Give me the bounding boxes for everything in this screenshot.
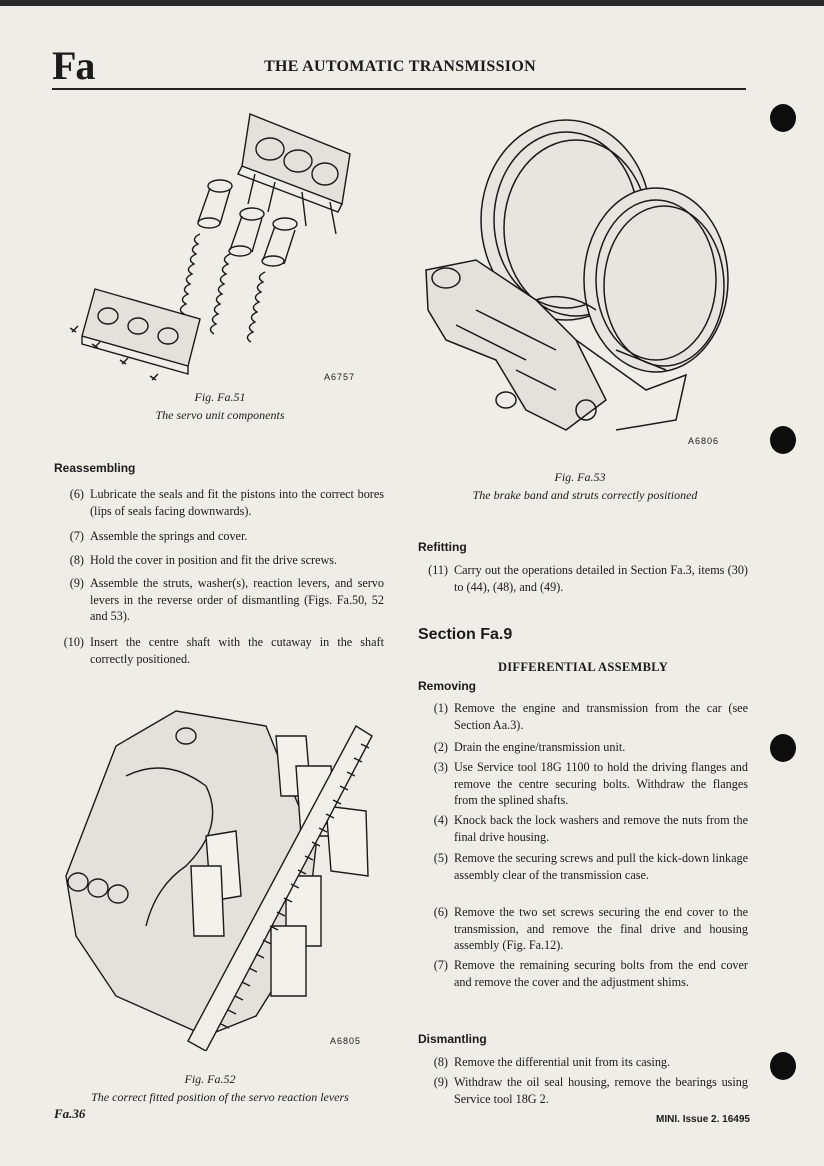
figure-caption: The correct fitted position of the servo reaction levers — [91, 1090, 349, 1104]
item-text: Remove the differential unit from its casing. — [454, 1055, 671, 1069]
edition-info: MINI. Issue 2. 16495 — [656, 1114, 750, 1125]
list-item — [418, 739, 748, 756]
item-number: (9) — [433, 1075, 448, 1089]
header-divider — [52, 88, 746, 90]
item-number: (7) — [69, 529, 84, 543]
subheading-dismantling: Dismantling — [418, 1032, 487, 1046]
item-number: (2) — [433, 740, 448, 754]
item-text: Use Service tool 18G 1100 to hold the driving flanges and remove the centre securing bolts. Withdraw the flanges from the splined shafts. — [454, 760, 748, 807]
item-number: (6) — [433, 905, 448, 919]
item-text: Lubricate the seals and fit the pistons into the correct bores (lips of seals facing downwards). — [90, 487, 384, 518]
punch-hole — [770, 426, 796, 454]
item-number: (11) — [428, 563, 448, 577]
figure-caption: The servo unit components — [155, 408, 285, 422]
reaction-levers-illustration — [56, 696, 386, 1051]
item-text: Carry out the operations detailed in Section Fa.3, items (30) to (44), (48), and (49). — [454, 563, 748, 594]
punch-hole — [770, 1052, 796, 1080]
item-text: Assemble the springs and cover. — [90, 529, 248, 543]
item-number: (8) — [69, 553, 84, 567]
list-item — [54, 486, 384, 519]
list-item — [54, 575, 384, 625]
list-item — [418, 904, 748, 954]
figure-label: Fig. Fa.51 — [194, 390, 246, 404]
manual-page — [0, 6, 824, 1166]
item-number: (7) — [433, 958, 448, 972]
item-number: (8) — [433, 1055, 448, 1069]
item-number: (6) — [69, 487, 84, 501]
punch-hole — [770, 734, 796, 762]
page-title: THE AUTOMATIC TRANSMISSION — [264, 58, 536, 75]
figure-id: A6757 — [324, 372, 356, 382]
list-item — [54, 634, 384, 667]
figure-caption: The brake band and struts correctly positioned — [472, 488, 698, 502]
figure-id: A6805 — [330, 1036, 362, 1046]
figure-label: Fig. Fa.53 — [554, 470, 606, 484]
item-number: (1) — [433, 701, 448, 715]
item-text: Drain the engine/transmission unit. — [454, 740, 626, 754]
page-number: Fa.36 — [54, 1106, 86, 1121]
list-item — [54, 528, 384, 545]
item-text: Withdraw the oil seal housing, remove the bearings using Service tool 18G 2. — [454, 1075, 748, 1106]
list-item — [418, 562, 748, 595]
item-number: (4) — [433, 813, 448, 827]
item-text: Hold the cover in position and fit the drive screws. — [90, 553, 338, 567]
item-text: Knock back the lock washers and remove the nuts from the final drive housing. — [454, 813, 748, 844]
list-item — [54, 552, 384, 569]
list-item — [418, 700, 748, 733]
list-item — [418, 1054, 748, 1071]
item-text: Remove the securing screws and pull the kick-down linkage assembly clear of the transmission case. — [454, 851, 748, 882]
punch-hole — [770, 104, 796, 132]
item-number: (5) — [433, 851, 448, 865]
list-item — [418, 1074, 748, 1107]
servo-components-illustration — [70, 104, 360, 394]
brake-band-illustration — [416, 110, 746, 450]
figure-label: Fig. Fa.52 — [184, 1072, 236, 1086]
subheading-reassembling: Reassembling — [54, 461, 136, 475]
list-item — [418, 759, 748, 809]
list-item — [418, 812, 748, 845]
subheading-refitting: Refitting — [418, 540, 467, 554]
item-number: (9) — [69, 576, 84, 590]
item-number: (3) — [433, 760, 448, 774]
item-text: Remove the engine and transmission from the car (see Section Aa.3). — [454, 701, 748, 732]
section-code: Fa — [52, 43, 95, 88]
list-item — [418, 957, 748, 990]
item-number: (10) — [63, 635, 84, 649]
list-item — [418, 850, 748, 883]
figure-id: A6806 — [688, 436, 720, 446]
item-text: Remove the remaining securing bolts from the end cover and remove the cover and the adjustment shims. — [454, 958, 748, 989]
section-title: Section Fa.9 — [418, 626, 513, 643]
item-text: Remove the two set screws securing the end cover to the transmission, and remove the final drive and housing assembly (Fig. Fa.12). — [454, 905, 748, 952]
subheading-removing: Removing — [418, 679, 477, 693]
item-text: Insert the centre shaft with the cutaway in the shaft correctly positioned. — [90, 635, 384, 666]
item-text: Assemble the struts, washer(s), reaction levers, and servo levers in the reverse order of dismantling (Figs. Fa.50, 52 and 53). — [90, 576, 384, 623]
section-subtitle: DIFFERENTIAL ASSEMBLY — [497, 660, 669, 674]
